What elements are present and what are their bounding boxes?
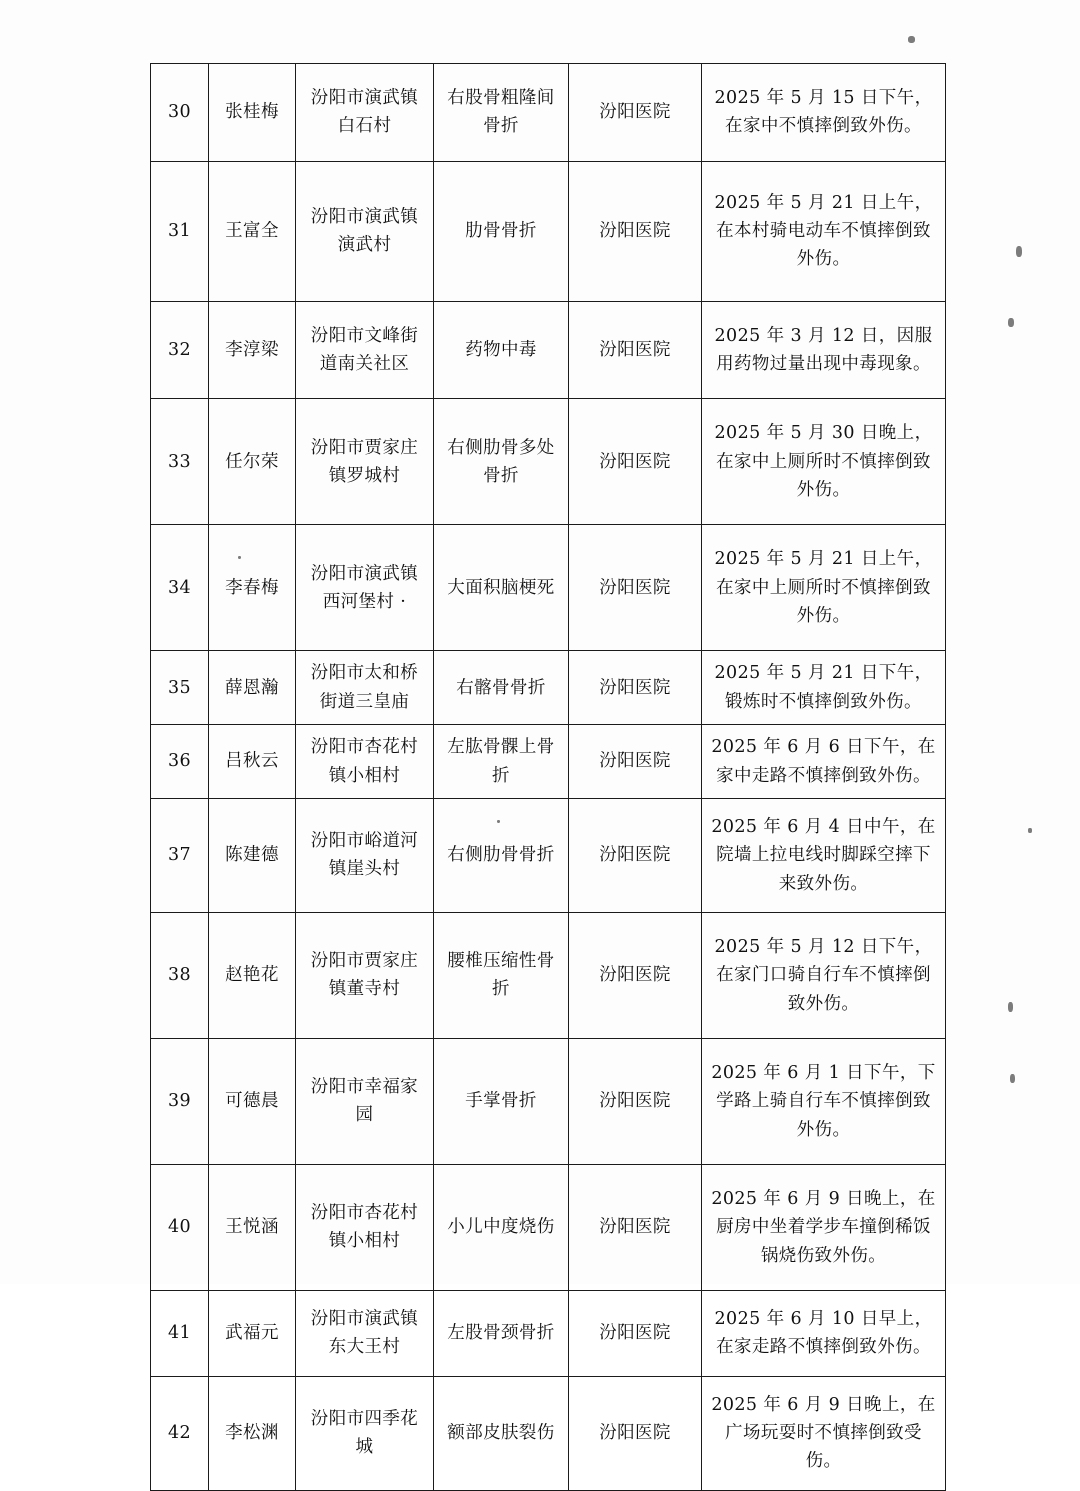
table-row <box>151 64 946 162</box>
injury-cell: 额部皮肤裂伤 <box>434 1376 569 1490</box>
address-cell: 汾阳市峪道河镇崖头村 <box>296 798 434 912</box>
table-row <box>151 525 946 651</box>
patient-name-cell: 王富全 <box>209 161 296 301</box>
row-index-cell: 40 <box>151 1164 209 1290</box>
scan-speck <box>1008 318 1014 327</box>
hospital-cell: 汾阳医院 <box>569 651 702 725</box>
description-cell: 2025 年 5 月 21 日下午，锻炼时不慎摔倒致外伤。 <box>702 651 946 725</box>
patient-name-cell: 陈建德 <box>209 798 296 912</box>
scan-speck <box>497 820 500 823</box>
hospital-cell: 汾阳医院 <box>569 64 702 162</box>
description-cell: 2025 年 6 月 6 日下午，在家中走路不慎摔倒致外伤。 <box>702 725 946 799</box>
row-index-cell: 37 <box>151 798 209 912</box>
injury-cell: 小儿中度烧伤 <box>434 1164 569 1290</box>
address-cell: 汾阳市太和桥街道三皇庙 <box>296 651 434 725</box>
patient-name-cell: 武福元 <box>209 1290 296 1376</box>
scan-speck <box>1016 246 1022 257</box>
address-cell: 汾阳市演武镇西河堡村 · <box>296 525 434 651</box>
row-index-cell: 35 <box>151 651 209 725</box>
patient-name-cell: 任尔荣 <box>209 399 296 525</box>
patient-name-cell: 张桂梅 <box>209 64 296 162</box>
injury-cell: 右侧肋骨多处骨折 <box>434 399 569 525</box>
description-cell: 2025 年 6 月 10 日早上，在家走路不慎摔倒致外伤。 <box>702 1290 946 1376</box>
hospital-cell: 汾阳医院 <box>569 798 702 912</box>
injury-cell: 右侧肋骨骨折 <box>434 798 569 912</box>
patient-name-cell: 吕秋云 <box>209 725 296 799</box>
address-cell: 汾阳市演武镇白石村 <box>296 64 434 162</box>
row-index-cell: 30 <box>151 64 209 162</box>
address-cell: 汾阳市演武镇演武村 <box>296 161 434 301</box>
injury-cell: 药物中毒 <box>434 301 569 399</box>
table-row <box>151 301 946 399</box>
address-cell: 汾阳市杏花村镇小相村 <box>296 725 434 799</box>
scan-speck <box>1010 1074 1015 1083</box>
description-cell: 2025 年 6 月 4 日中午，在院墙上拉电线时脚踩空摔下来致外伤。 <box>702 798 946 912</box>
records-table-container <box>150 63 945 1491</box>
injury-cell: 肋骨骨折 <box>434 161 569 301</box>
description-cell: 2025 年 6 月 1 日下午，下学路上骑自行车不慎摔倒致外伤。 <box>702 1038 946 1164</box>
table-row <box>151 161 946 301</box>
patient-name-cell: 李淳梁 <box>209 301 296 399</box>
patient-name-cell: 王悦涵 <box>209 1164 296 1290</box>
table-row <box>151 1038 946 1164</box>
scan-speck <box>1008 1002 1013 1012</box>
hospital-cell: 汾阳医院 <box>569 301 702 399</box>
patient-name-cell: 赵艳花 <box>209 912 296 1038</box>
table-row <box>151 798 946 912</box>
table-row <box>151 1376 946 1490</box>
address-cell: 汾阳市幸福家园 <box>296 1038 434 1164</box>
table-row <box>151 725 946 799</box>
hospital-cell: 汾阳医院 <box>569 1038 702 1164</box>
row-index-cell: 42 <box>151 1376 209 1490</box>
scan-speck <box>1028 828 1032 833</box>
address-cell: 汾阳市贾家庄镇罗城村 <box>296 399 434 525</box>
row-index-cell: 31 <box>151 161 209 301</box>
injury-cell: 大面积脑梗死 <box>434 525 569 651</box>
description-cell: 2025 年 5 月 15 日下午，在家中不慎摔倒致外伤。 <box>702 64 946 162</box>
address-cell: 汾阳市杏花村镇小相村 <box>296 1164 434 1290</box>
injury-cell: 左股骨颈骨折 <box>434 1290 569 1376</box>
table-row <box>151 399 946 525</box>
injury-cell: 手掌骨折 <box>434 1038 569 1164</box>
patient-name-cell: 李松渊 <box>209 1376 296 1490</box>
hospital-cell: 汾阳医院 <box>569 399 702 525</box>
patient-name-cell: 可德晨 <box>209 1038 296 1164</box>
description-cell: 2025 年 5 月 12 日下午，在家门口骑自行车不慎摔倒致外伤。 <box>702 912 946 1038</box>
description-cell: 2025 年 3 月 12 日，因服用药物过量出现中毒现象。 <box>702 301 946 399</box>
description-cell: 2025 年 5 月 21 日上午，在家中上厕所时不慎摔倒致外伤。 <box>702 525 946 651</box>
address-cell: 汾阳市文峰街道南关社区 <box>296 301 434 399</box>
injury-cell: 左肱骨髁上骨折 <box>434 725 569 799</box>
scan-speck <box>908 36 915 43</box>
row-index-cell: 34 <box>151 525 209 651</box>
address-cell: 汾阳市贾家庄镇董寺村 <box>296 912 434 1038</box>
scan-speck <box>238 556 241 559</box>
description-cell: 2025 年 5 月 21 日上午，在本村骑电动车不慎摔倒致外伤。 <box>702 161 946 301</box>
row-index-cell: 39 <box>151 1038 209 1164</box>
table-row <box>151 1164 946 1290</box>
hospital-cell: 汾阳医院 <box>569 525 702 651</box>
patient-name-cell: 薛恩瀚 <box>209 651 296 725</box>
description-cell: 2025 年 6 月 9 日晚上，在广场玩耍时不慎摔倒致受伤。 <box>702 1376 946 1490</box>
row-index-cell: 32 <box>151 301 209 399</box>
row-index-cell: 38 <box>151 912 209 1038</box>
row-index-cell: 36 <box>151 725 209 799</box>
hospital-cell: 汾阳医院 <box>569 912 702 1038</box>
table-row <box>151 912 946 1038</box>
hospital-cell: 汾阳医院 <box>569 725 702 799</box>
hospital-cell: 汾阳医院 <box>569 161 702 301</box>
hospital-cell: 汾阳医院 <box>569 1290 702 1376</box>
table-row <box>151 1290 946 1376</box>
address-cell: 汾阳市演武镇东大王村 <box>296 1290 434 1376</box>
table-body <box>151 64 946 1491</box>
row-index-cell: 41 <box>151 1290 209 1376</box>
patient-name-cell: 李春梅 <box>209 525 296 651</box>
row-index-cell: 33 <box>151 399 209 525</box>
address-cell: 汾阳市四季花城 <box>296 1376 434 1490</box>
injury-cell: 右髂骨骨折 <box>434 651 569 725</box>
table-row <box>151 651 946 725</box>
description-cell: 2025 年 6 月 9 日晚上，在厨房中坐着学步车撞倒稀饭锅烧伤致外伤。 <box>702 1164 946 1290</box>
injury-cell: 腰椎压缩性骨折 <box>434 912 569 1038</box>
description-cell: 2025 年 5 月 30 日晚上，在家中上厕所时不慎摔倒致外伤。 <box>702 399 946 525</box>
injury-cell: 右股骨粗隆间骨折 <box>434 64 569 162</box>
injury-records-table <box>150 63 946 1491</box>
hospital-cell: 汾阳医院 <box>569 1376 702 1490</box>
hospital-cell: 汾阳医院 <box>569 1164 702 1290</box>
